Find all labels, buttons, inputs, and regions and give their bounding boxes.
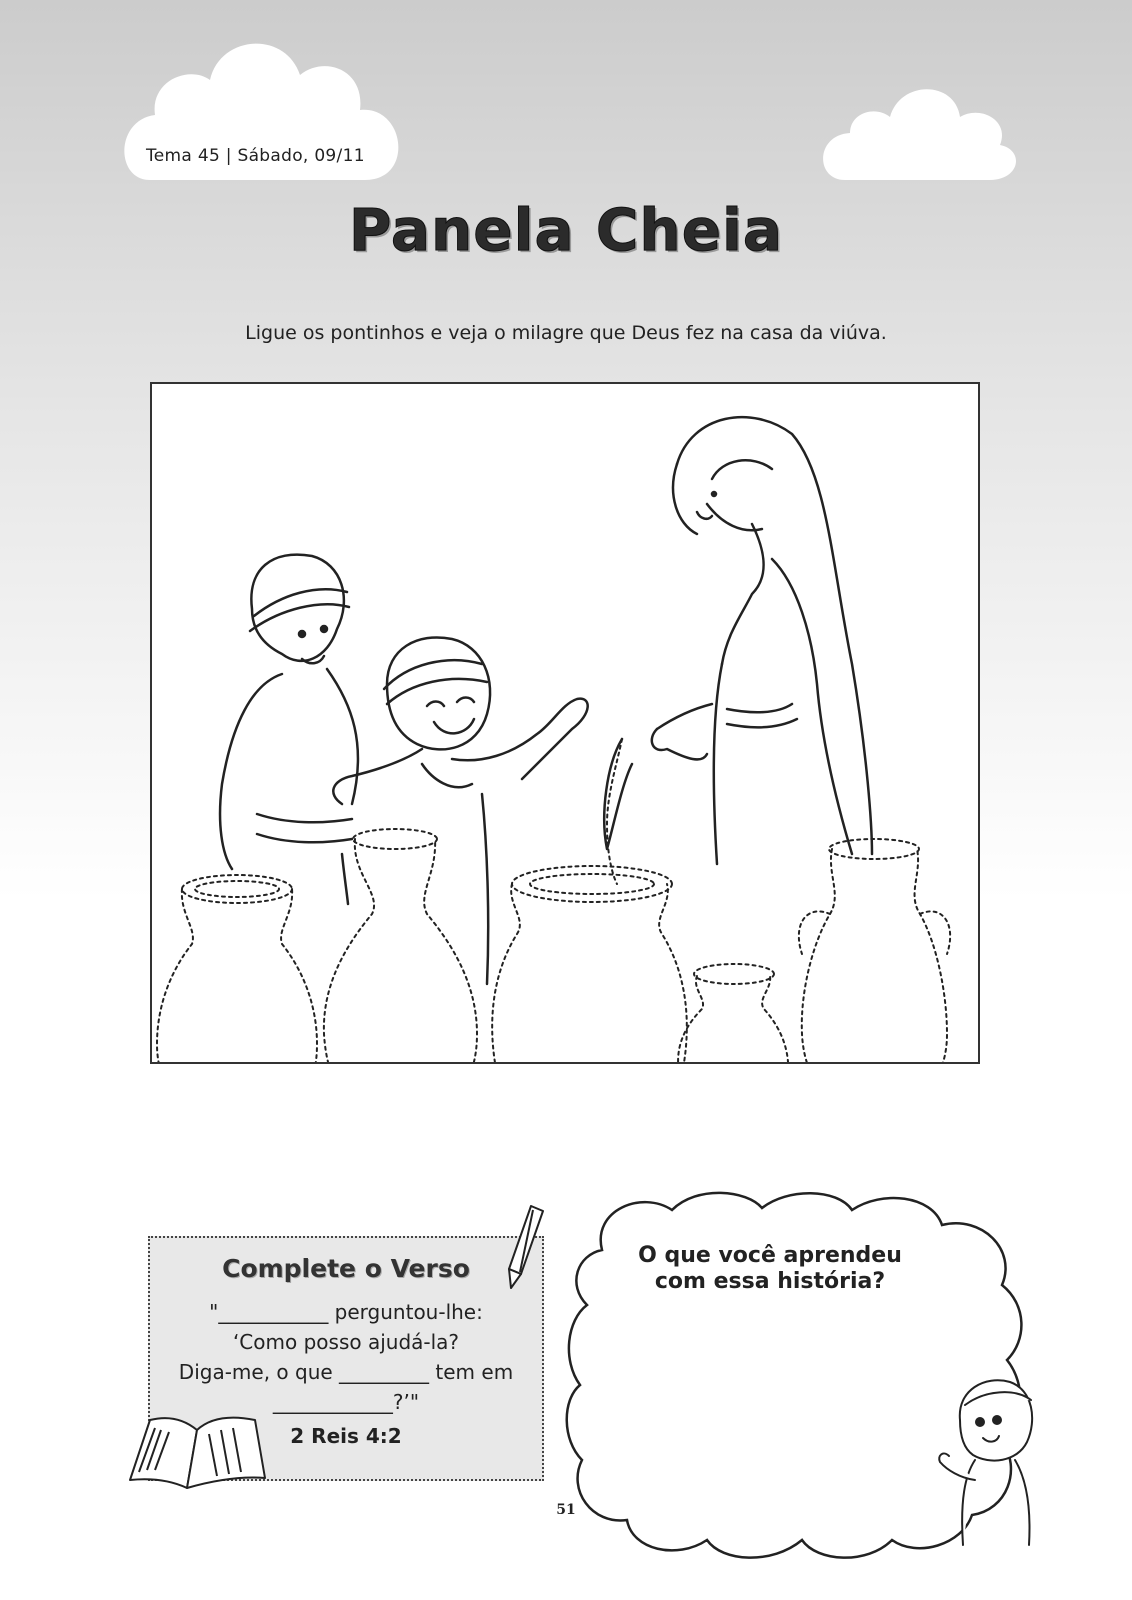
cloud-icon xyxy=(110,20,420,205)
younger-boy-figure xyxy=(333,637,587,984)
dot-to-dot-illustration xyxy=(150,382,980,1064)
cloud-icon-right xyxy=(820,75,1020,195)
verse-line-2: ‘Como posso ajudá-la? xyxy=(232,1330,460,1354)
woman-figure xyxy=(604,417,872,864)
page-title: Panela Cheia xyxy=(348,196,784,264)
verse-line-4: ____________?’" xyxy=(272,1390,420,1414)
verse-line-3: Diga-me, o que _________ tem em xyxy=(178,1360,514,1384)
instruction-text: Ligue os pontinhos e veja o milagre que Deus fez na casa da viúva. xyxy=(245,322,887,344)
open-book-icon xyxy=(125,1410,270,1490)
dotted-jars xyxy=(157,829,950,1062)
older-boy-figure xyxy=(220,555,358,904)
scene-drawing xyxy=(152,384,978,1062)
boy-pointing-icon xyxy=(935,1370,1045,1550)
theme-label: Tema 45 | Sábado, 09/11 xyxy=(146,146,365,166)
verse-reference: 2 Reis 4:2 xyxy=(290,1424,402,1448)
reflection-question: O que você aprendeu com essa história? xyxy=(638,1243,902,1294)
verse-title: Complete o Verso xyxy=(222,1254,470,1283)
pencil-icon xyxy=(503,1202,551,1292)
page-number: 51 xyxy=(556,1502,576,1518)
verse-line-1: "___________ perguntou-lhe: xyxy=(209,1300,483,1324)
